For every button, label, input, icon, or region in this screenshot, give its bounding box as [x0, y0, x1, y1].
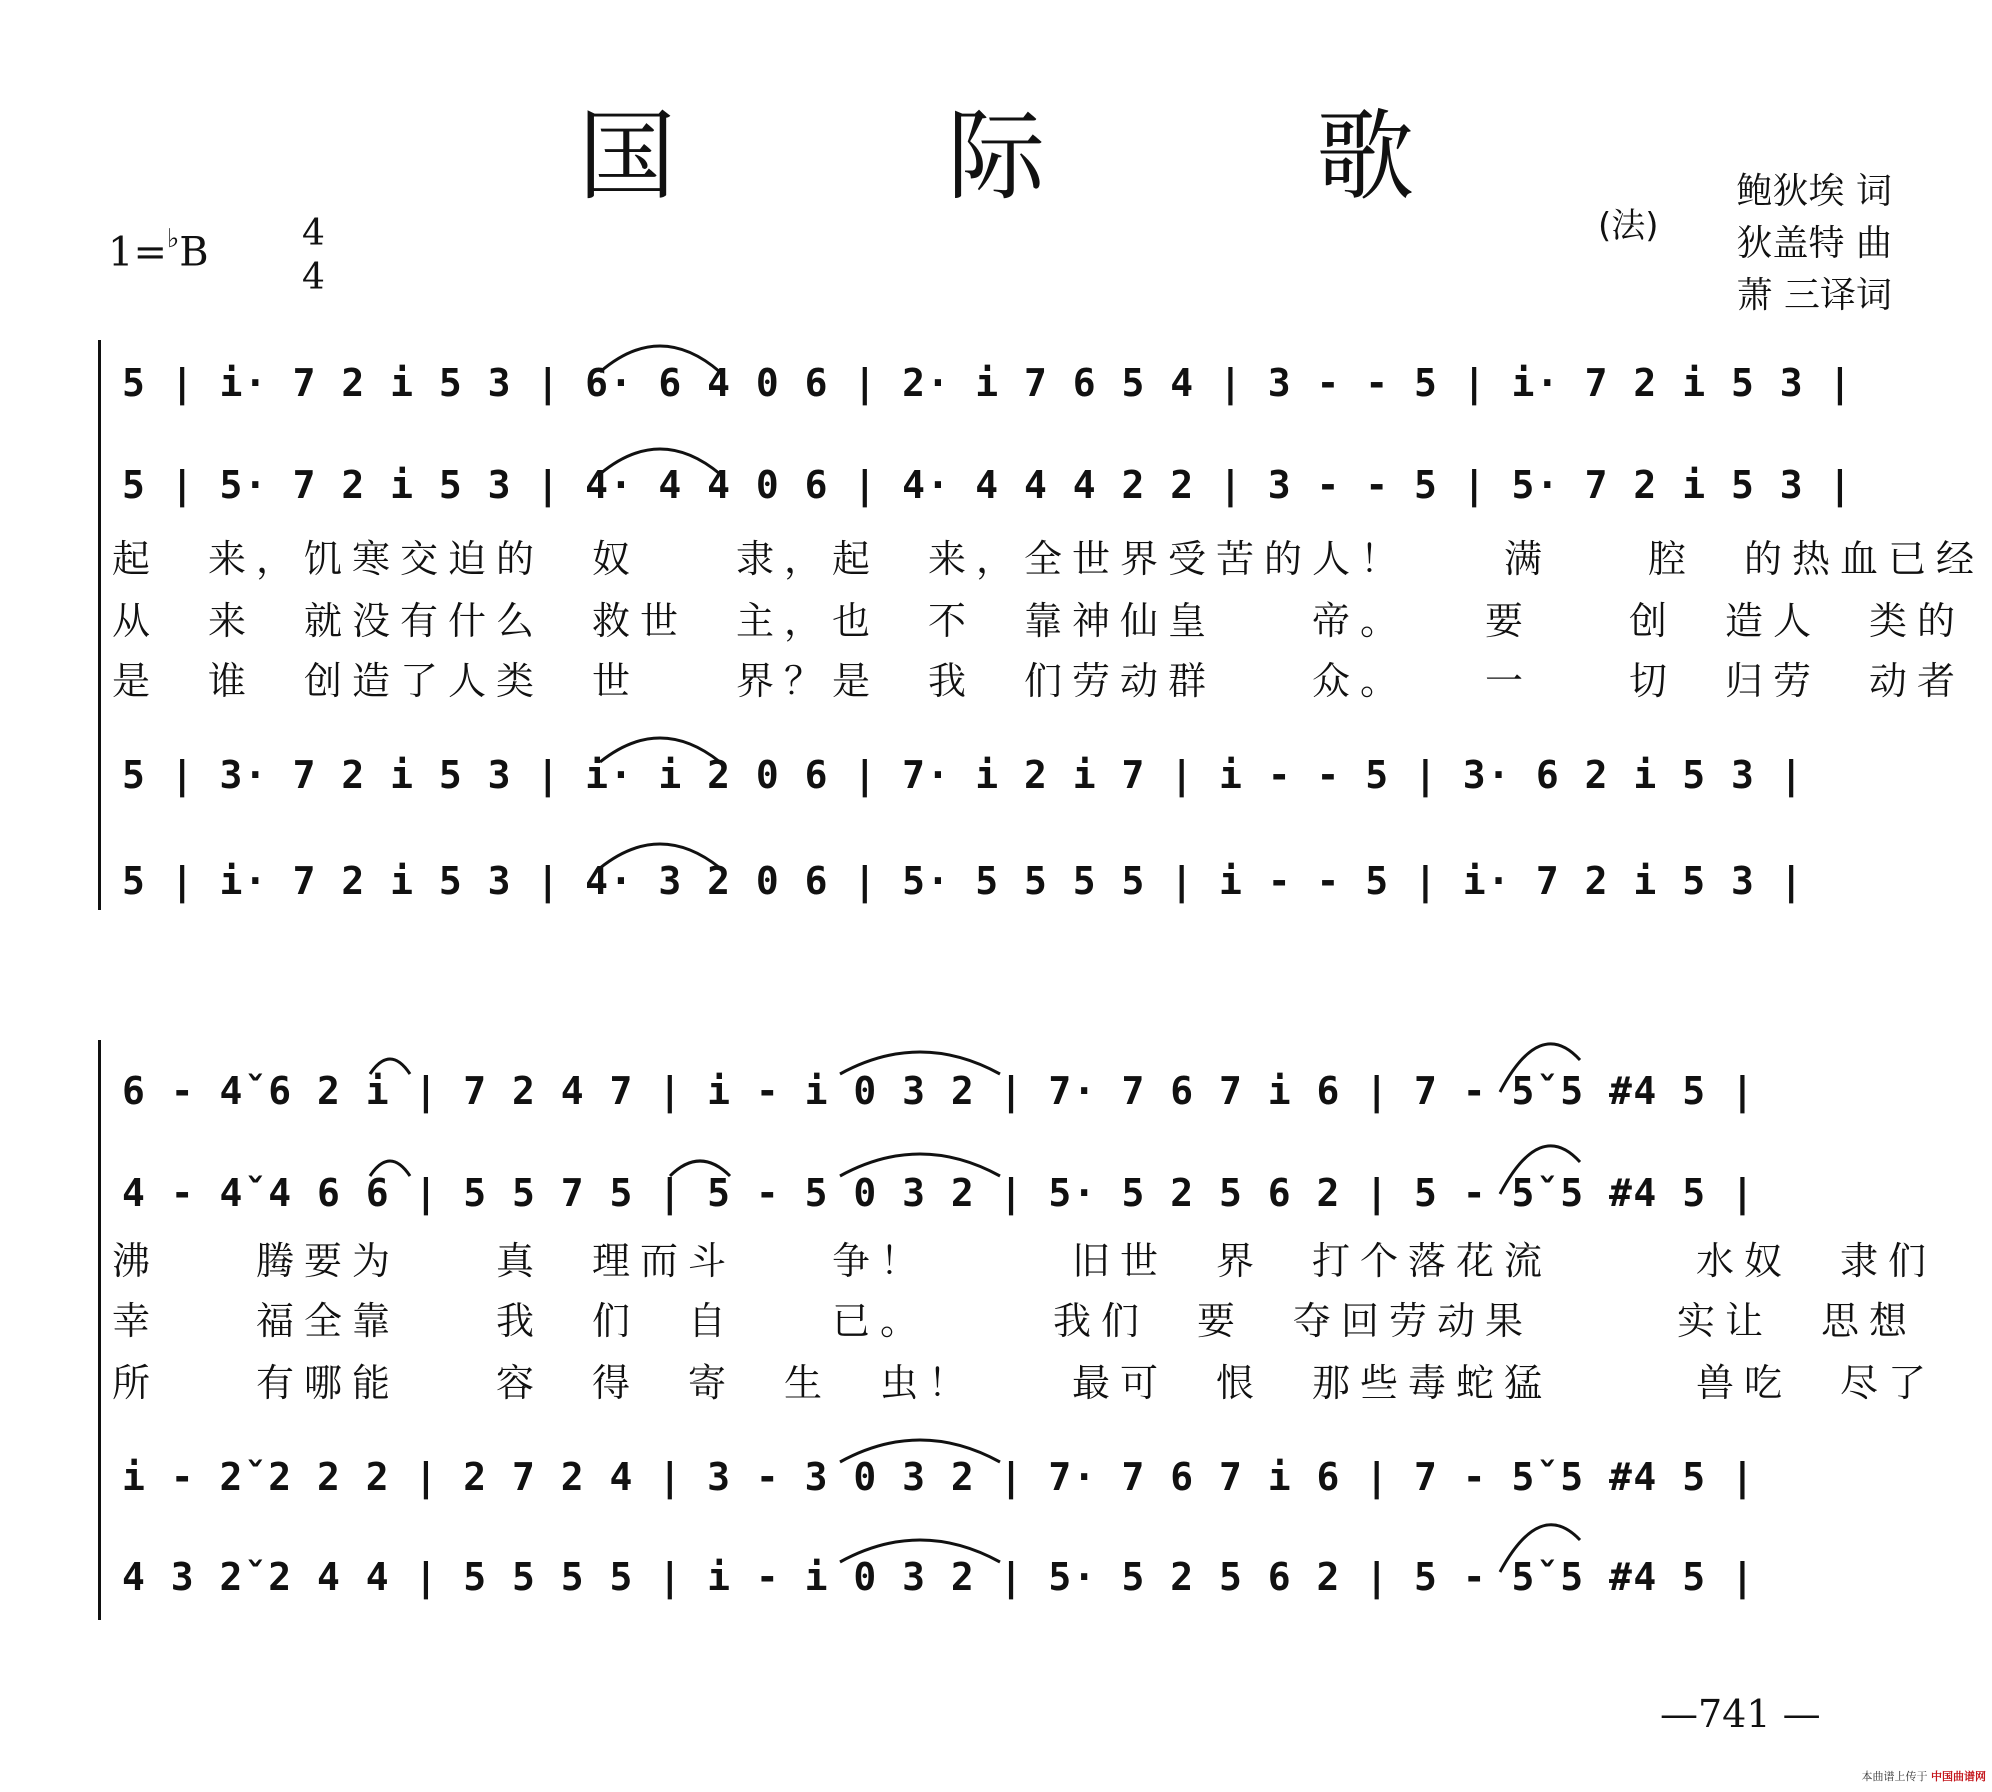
system2-lyric-3: 所 有哪能 容 得 寄 生 虫！ 最可 恨 那些毒蛇猛 兽吃 尽了 [112, 1361, 1937, 1405]
composer-credit: 狄盖特 曲 [1736, 223, 1892, 264]
country-label: (法) [1598, 206, 1659, 246]
time-top: 4 [302, 213, 325, 254]
time-bottom: 4 [302, 257, 325, 298]
key-note: B [179, 229, 209, 276]
page-number: —741 — [1660, 1692, 1821, 1736]
system2-voice-1: 6 - 4ˇ6 2 i | 7 2 4 7 | i - i 0 3 2 | 7· 7 6 7 i 6 | 7 - 5ˇ5 #4 5 | [122, 1069, 1756, 1113]
lyricist-credit: 鲍狄埃 词 [1736, 171, 1892, 212]
system2-lyric-2: 幸 福全靠 我 们 自 已。 我们 要 夺回劳动果 实让 思想 [112, 1299, 1918, 1343]
system2-brace [98, 1040, 101, 1620]
system2-voice-2: 4 - 4ˇ4 6 6 | 5 5 7 5 | 5 - 5 0 3 2 | 5· 5 2 5 6 2 | 5 - 5ˇ5 #4 5 | [122, 1171, 1756, 1215]
system1-voice-3: 5 | 3· 7 2 i 5 3 | i· i 2 0 6 | 7· i 2 i 7 | i - - 5 | 3· 6 2 i 5 3 | [122, 753, 1805, 797]
system1-lyric-3: 是 谁 创造了人类 世 界？是 我 们劳动群 众。 一 切 归劳 动者 [112, 659, 1966, 703]
key-prefix: 1= [108, 229, 167, 276]
system1-voice-2: 5 | 5· 7 2 i 5 3 | 4· 4 4 0 6 | 4· 4 4 4 2 2 | 3 - - 5 | 5· 7 2 i 5 3 | [122, 463, 1853, 507]
upload-note: 本曲谱上传于 [1861, 1770, 1928, 1783]
flat-sign: ♭ [166, 224, 180, 254]
system1-voice-1: 5 | i· 7 2 i 5 3 | 6· 6 4 0 6 | 2· i 7 6 5 4 | 3 - - 5 | i· 7 2 i 5 3 | [122, 361, 1853, 405]
system1-brace [98, 340, 101, 910]
key-signature [108, 224, 209, 276]
credits-block [1737, 166, 1892, 322]
upload-site: 中国曲谱网 [1931, 1770, 1986, 1783]
time-signature [302, 212, 325, 300]
system2-lyric-1: 沸 腾要为 真 理而斗 争！ 旧世 界 打个落花流 水奴 隶们 [112, 1239, 1937, 1283]
system1-lyric-1: 起 来，饥寒交迫的 奴 隶，起 来，全世界受苦的人！ 满 腔 的热血已经 [112, 537, 1985, 581]
system1-lyric-2: 从 来 就没有什么 救世 主，也 不 靠神仙皇 帝。 要 创 造人 类的 [112, 599, 1966, 643]
system2-voice-3: i - 2ˇ2 2 2 | 2 7 2 4 | 3 - 3 0 3 2 | 7· 7 6 7 i 6 | 7 - 5ˇ5 #4 5 | [122, 1455, 1756, 1499]
system2-voice-4: 4 3 2ˇ2 4 4 | 5 5 5 5 | i - i 0 3 2 | 5· 5 2 5 6 2 | 5 - 5ˇ5 #4 5 | [122, 1555, 1756, 1599]
translator-credit: 萧 三译词 [1736, 275, 1892, 316]
song-title: 国 际 歌 [577, 100, 1535, 214]
system1-voice-4: 5 | i· 7 2 i 5 3 | 4· 3 2 0 6 | 5· 5 5 5 5 | i - - 5 | i· 7 2 i 5 3 | [122, 859, 1805, 903]
upload-watermark [1862, 1768, 1987, 1784]
